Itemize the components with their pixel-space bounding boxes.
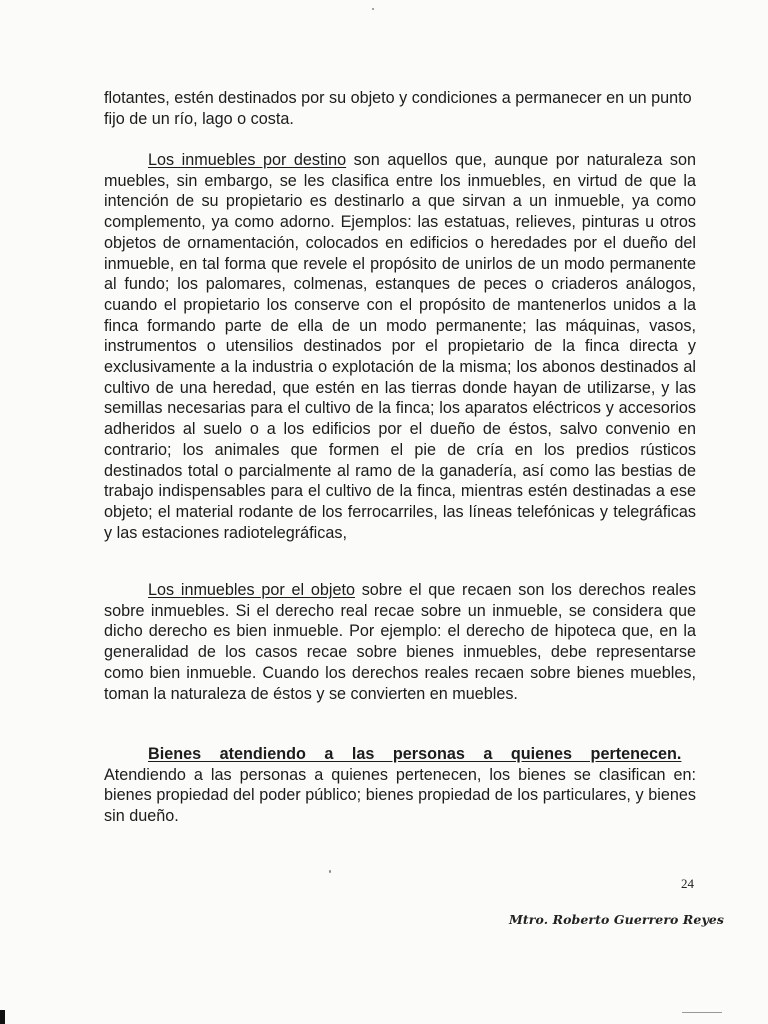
section-heading: Bienes atendiendo a las personas a quienes pertenecen.	[148, 745, 682, 763]
term-inmuebles-por-destino: Los inmuebles por destino	[148, 151, 347, 169]
section-heading-wrapper	[104, 744, 696, 765]
paragraph-inmuebles-por-el-objeto	[104, 580, 696, 704]
scan-speck	[372, 8, 374, 10]
author-signature: Mtro. Roberto Guerrero Reyes	[509, 912, 724, 927]
paragraph-3-text: sobre el que recaen son los derechos reales sobre inmuebles. Si el derecho real recae sobre un inmueble, se considera que dicho derecho es bien inmueble. Por ejemplo: el derecho de hipoteca que, en la generalidad de los casos recae sobre bienes inmuebles, debe representarse como bien inmueble. Cuando los derechos reales recaen sobre bienes muebles, toman la naturaleza de éstos y se convierten en muebles.	[104, 581, 696, 703]
paragraph-1-text: flotantes, estén destinados por su objeto y condiciones a permanecer en un punto fijo de un río, lago o costa.	[104, 89, 692, 128]
paragraph-3	[104, 580, 696, 704]
paragraph-2-text: son aquellos que, aunque por naturaleza son muebles, sin embargo, se les clasifica entre los inmuebles, en virtud de que la intención de su propietario es destinarlo a que sirvan a un inmueble, ya como complemento, ya como adorno. Ejemplos: las estatuas, relieves, pinturas u otros objetos de ornamentación, colocados en edificios o heredades por el dueño del inmueble, en tal forma que revele el propósito de unirlos de un modo permanente al fundo; los palomares, colmenas, estanques de peces o criaderos análogos, cuando el propietario los conserve con el propósito de mantenerlos unidos a la finca formando parte de ella de un modo permanente; las máquinas, vasos, instrumentos o utensilios destinados por el propietario de la finca directa y exclusivamente a la industria o explotación de la misma; los abonos destinados al cultivo de una heredad, que estén en las tierras donde hayan de utilizarse, y las semillas necesarias para el cultivo de la finca; los aparatos eléctricos y accesorios adheridos al suelo o a los edificios por el dueño de éstos, salvo convenio en contrario; los animales que formen el pie de cría en los predios rústicos destinados total o parcialmente al ramo de la ganadería, así como las bestias de trabajo indispensables para el cultivo de la finca, mientras estén destinadas a ese objeto; el material rodante de los ferrocarriles, las líneas telefónicas y telegráficas y las estaciones radiotelegráficas,	[104, 151, 696, 542]
paragraph-inmuebles-por-destino	[104, 150, 696, 543]
scan-edge-mark	[0, 1010, 5, 1024]
scan-artifact-line	[682, 1012, 722, 1013]
page-number: 24	[681, 876, 694, 891]
paragraph-4-text: Atendiendo a las personas a quienes pertenecen, los bienes se clasifican en: bienes propiedad del poder público; bienes propiedad de los particulares, y bienes sin dueño.	[104, 765, 696, 826]
section-bienes-personas	[104, 744, 696, 827]
paragraph-continuation	[104, 88, 696, 129]
scan-speck	[329, 870, 331, 873]
term-inmuebles-por-el-objeto: Los inmuebles por el objeto	[148, 581, 355, 599]
paragraph-2	[104, 150, 696, 543]
